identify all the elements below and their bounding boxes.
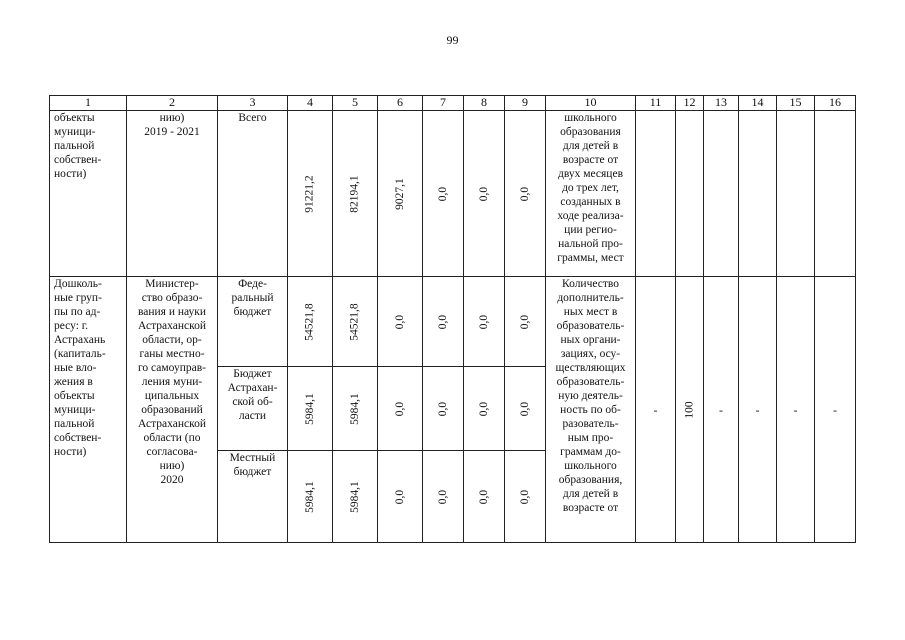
value-cell: 0,0 — [505, 367, 546, 451]
source-cell: Местный бюджет — [218, 451, 288, 543]
dash-cell: - — [739, 277, 777, 543]
value-cell: 5984,1 — [288, 451, 333, 543]
header-cell: 4 — [288, 96, 333, 111]
header-cell: 9 — [505, 96, 546, 111]
value-cell: 0,0 — [464, 277, 505, 367]
table-row — [50, 277, 856, 367]
source-cell: Всего — [218, 111, 288, 277]
dash-cell: - — [704, 277, 739, 543]
header-cell: 5 — [333, 96, 378, 111]
header-cell: 10 — [546, 96, 636, 111]
value-cell: 0,0 — [505, 451, 546, 543]
value-cell: 0,0 — [464, 367, 505, 451]
value-cell: 5984,1 — [333, 451, 378, 543]
value-cell: 0,0 — [464, 451, 505, 543]
value-cell: 0,0 — [423, 451, 464, 543]
empty-cell — [739, 111, 777, 277]
budget-table — [49, 95, 856, 543]
source-cell: Феде- ральный бюджет — [218, 277, 288, 367]
header-cell: 7 — [423, 96, 464, 111]
dash-cell: - — [815, 277, 856, 543]
header-row — [50, 96, 856, 111]
value-cell: 82194,1 — [333, 111, 378, 277]
value-cell: 0,0 — [423, 367, 464, 451]
value-cell: 0,0 — [464, 111, 505, 277]
header-cell: 15 — [777, 96, 815, 111]
value-cell: 54521,8 — [333, 277, 378, 367]
value-cell: 0,0 — [423, 277, 464, 367]
header-cell: 14 — [739, 96, 777, 111]
value-cell: 54521,8 — [288, 277, 333, 367]
header-cell: 16 — [815, 96, 856, 111]
indicator-cell: школьного образования для детей в возрасте от двух месяцев до трех лет, созданных в ходе реализа- ции регио- нальной про- граммы, мест — [546, 111, 636, 277]
value-cell: 0,0 — [505, 277, 546, 367]
object-name-cell: объекты муници- пальной собствен- ности) — [50, 111, 127, 277]
header-cell: 8 — [464, 96, 505, 111]
value-cell: 91221,2 — [288, 111, 333, 277]
value-cell: 0,0 — [378, 367, 423, 451]
dash-cell: - — [636, 277, 676, 543]
executor-cell: Министер- ство образо- вания и науки Астраханской области, ор- ганы местно- го самоупрaв- ления муни- ципальных образований Астраханской области (по согласова- нию) 2020 — [127, 277, 218, 543]
dash-cell: - — [777, 277, 815, 543]
page-number: 99 — [446, 33, 459, 47]
header-cell: 2 — [127, 96, 218, 111]
header-cell: 6 — [378, 96, 423, 111]
indicator-cell: Количество дополнитель- ных мест в образователь- ных органи- зациях, осу- ществляющих образователь- ную деятель- ность по об- разователь- ным про- граммам до- школьного образования, для детей в возрасте от — [546, 277, 636, 543]
header-cell: 13 — [704, 96, 739, 111]
source-cell: Бюджет Астрахан- ской об- ласти — [218, 367, 288, 451]
value-cell: 0,0 — [378, 277, 423, 367]
value-cell: 0,0 — [378, 451, 423, 543]
empty-cell — [676, 111, 704, 277]
empty-cell — [636, 111, 676, 277]
header-cell: 1 — [50, 96, 127, 111]
empty-cell — [777, 111, 815, 277]
header-cell: 3 — [218, 96, 288, 111]
value-cell: 9027,1 — [378, 111, 423, 277]
value-cell: 5984,1 — [288, 367, 333, 451]
executor-cell: нию) 2019 - 2021 — [127, 111, 218, 277]
value-cell: 5984,1 — [333, 367, 378, 451]
empty-cell — [704, 111, 739, 277]
empty-cell — [815, 111, 856, 277]
header-cell: 11 — [636, 96, 676, 111]
value-cell: 0,0 — [505, 111, 546, 277]
header-cell: 12 — [676, 96, 704, 111]
value-cell: 0,0 — [423, 111, 464, 277]
table-row — [50, 111, 856, 277]
object-name-cell: Дошколь- ные груп- пы по ад- ресу: г. Астрахань (капиталь- ные вло- жения в объекты муници- пальной собствен- ности) — [50, 277, 127, 543]
value-cell: 100 — [676, 277, 704, 543]
